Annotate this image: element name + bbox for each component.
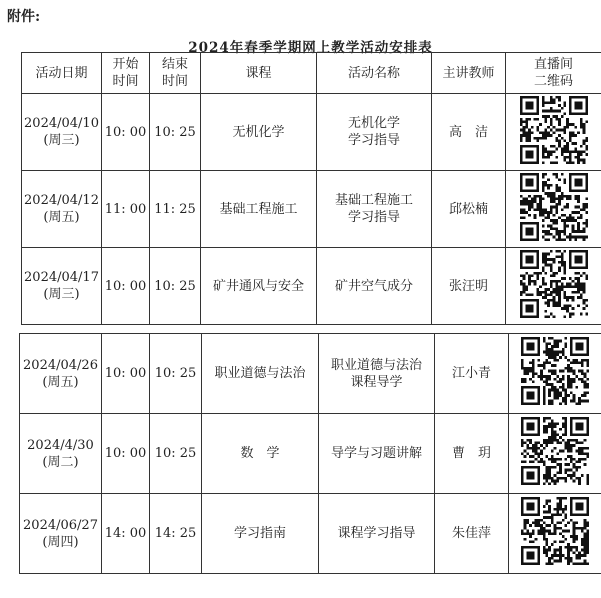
start-time: 11: 00 xyxy=(102,171,150,248)
activity-name: 课程学习指导 xyxy=(319,494,435,574)
start-time: 10: 00 xyxy=(102,94,150,171)
date-cell: 2024/4/30 (周二) xyxy=(20,414,102,494)
table-row xyxy=(22,94,601,171)
table-row xyxy=(20,334,601,414)
header-qr: 直播间 二维码 xyxy=(506,53,601,94)
qr-cell xyxy=(506,94,601,171)
activity-name: 矿井空气成分 xyxy=(317,248,432,325)
header-start: 开始 时间 xyxy=(102,53,150,94)
date-cell: 2024/04/26 (周五) xyxy=(20,334,102,414)
end-time: 11: 25 xyxy=(150,171,201,248)
end-time: 10: 25 xyxy=(150,414,202,494)
table-header-row xyxy=(22,53,601,94)
qr-code-icon[interactable] xyxy=(521,497,589,565)
table-row xyxy=(20,494,601,574)
attachment-label: 附件: xyxy=(7,9,41,25)
end-time: 14: 25 xyxy=(150,494,202,574)
qr-cell xyxy=(509,494,601,574)
schedule-table-part2 xyxy=(19,333,601,574)
date-cell: 2024/04/10 (周三) xyxy=(22,94,102,171)
qr-cell xyxy=(506,248,601,325)
course-name: 数 学 xyxy=(202,414,319,494)
table-row xyxy=(22,171,601,248)
header-activity: 活动名称 xyxy=(317,53,432,94)
qr-code-icon[interactable] xyxy=(520,173,588,241)
date-cell: 2024/06/27 (周四) xyxy=(20,494,102,574)
date-cell: 2024/04/17 (周三) xyxy=(22,248,102,325)
teacher-name: 张汪明 xyxy=(432,248,506,325)
qr-cell xyxy=(506,171,601,248)
teacher-name: 江小青 xyxy=(435,334,509,414)
activity-name: 职业道德与法治 课程导学 xyxy=(319,334,435,414)
course-name: 基础工程施工 xyxy=(201,171,317,248)
table-row xyxy=(20,414,601,494)
start-time: 10: 00 xyxy=(102,248,150,325)
header-end: 结束 时间 xyxy=(150,53,201,94)
qr-cell xyxy=(509,414,601,494)
end-time: 10: 25 xyxy=(150,248,201,325)
teacher-name: 高 洁 xyxy=(432,94,506,171)
activity-name: 无机化学 学习指导 xyxy=(317,94,432,171)
qr-code-icon[interactable] xyxy=(520,250,588,318)
header-course: 课程 xyxy=(201,53,317,94)
page-title: 2024年春季学期网上教学活动安排表 xyxy=(188,40,433,56)
date-cell: 2024/04/12 (周五) xyxy=(22,171,102,248)
teacher-name: 曹 玥 xyxy=(435,414,509,494)
end-time: 10: 25 xyxy=(150,334,202,414)
teacher-name: 邱松楠 xyxy=(432,171,506,248)
header-date: 活动日期 xyxy=(22,53,102,94)
course-name: 职业道德与法治 xyxy=(202,334,319,414)
course-name: 矿井通风与安全 xyxy=(201,248,317,325)
header-teacher: 主讲教师 xyxy=(432,53,506,94)
start-time: 10: 00 xyxy=(102,334,150,414)
schedule-table-part1 xyxy=(21,52,601,325)
activity-name: 导学与习题讲解 xyxy=(319,414,435,494)
start-time: 10: 00 xyxy=(102,414,150,494)
qr-code-icon[interactable] xyxy=(521,337,589,405)
activity-name: 基础工程施工 学习指导 xyxy=(317,171,432,248)
qr-code-icon[interactable] xyxy=(521,417,589,485)
end-time: 10: 25 xyxy=(150,94,201,171)
course-name: 学习指南 xyxy=(202,494,319,574)
qr-cell xyxy=(509,334,601,414)
table-row xyxy=(22,248,601,325)
start-time: 14: 00 xyxy=(102,494,150,574)
teacher-name: 朱佳萍 xyxy=(435,494,509,574)
course-name: 无机化学 xyxy=(201,94,317,171)
qr-code-icon[interactable] xyxy=(520,96,588,164)
